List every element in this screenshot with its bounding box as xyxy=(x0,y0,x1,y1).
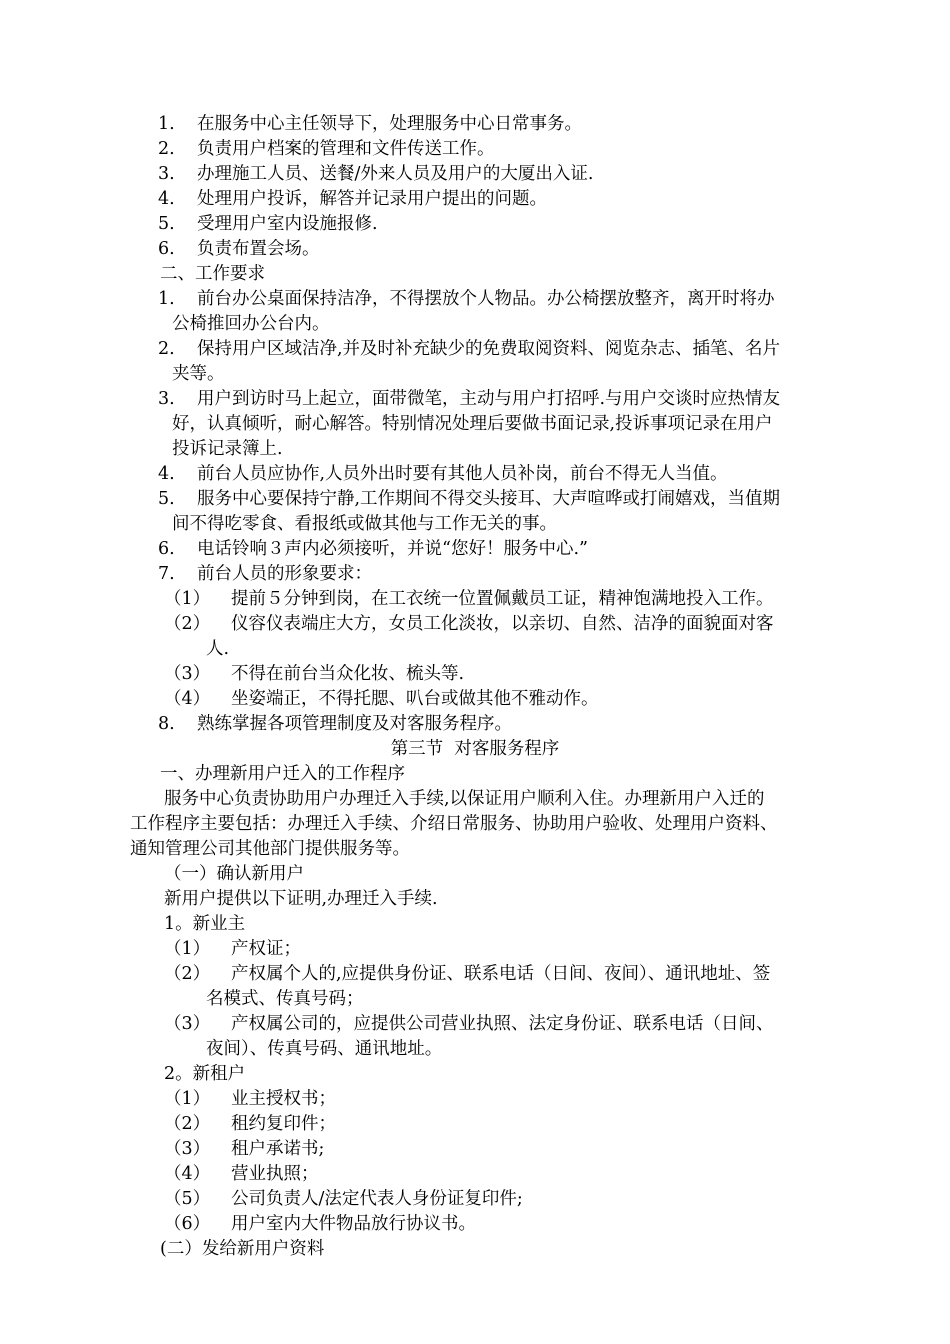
paragraph-line: 通知管理公司其他部门提供服务等。 xyxy=(130,839,410,859)
list-text-continued: 好，认真倾听，耐心解答。特别情况处理后要做书面记录,投诉事项记录在用户 xyxy=(172,414,773,434)
list-number: 6. xyxy=(158,239,175,259)
list-text-continued: 名模式、传真号码； xyxy=(206,989,364,1009)
list-number: 3. xyxy=(158,164,175,184)
list-text: 不得在前台当众化妆、梳头等. xyxy=(231,664,465,684)
materials-heading: (二）发给新用户资料 xyxy=(160,1239,325,1259)
list-text: 电话铃响３声内必须接听，并说“您好！服务中心.” xyxy=(197,539,588,559)
list-number: （2） xyxy=(164,614,211,634)
list-number: （3） xyxy=(164,1139,211,1159)
list-number: 3. xyxy=(158,389,175,409)
list-text: 产权属个人的,应提供身份证、联系电话（日间、夜间）、通讯地址、签 xyxy=(231,964,771,984)
tenant-heading: 2。新租户 xyxy=(164,1064,246,1084)
list-number: 2. xyxy=(158,139,175,159)
list-number: 4. xyxy=(158,464,175,484)
list-number: 1. xyxy=(158,289,175,309)
list-text-continued: 公椅推回办公台内。 xyxy=(172,314,330,334)
list-text: 负责用户档案的管理和文件传送工作。 xyxy=(197,139,495,159)
list-number: （1） xyxy=(164,1089,211,1109)
paragraph-line: 工作程序主要包括：办理迁入手续、介绍日常服务、协助用户验收、处理用户资料、 xyxy=(130,814,778,834)
list-text: 仪容仪表端庄大方，女员工化淡妆，以亲切、自然、洁净的面貌面对客 xyxy=(231,614,774,634)
list-text: 产权属公司的，应提供公司营业执照、法定身份证、联系电话（日间、 xyxy=(231,1014,774,1034)
list-text-continued: 投诉记录簿上. xyxy=(172,439,283,459)
list-number: 4. xyxy=(158,189,175,209)
list-number: （2） xyxy=(164,1114,211,1134)
list-text: 产权证； xyxy=(231,939,301,959)
owner-heading: 1。新业主 xyxy=(164,914,246,934)
list-number: 8. xyxy=(158,714,175,734)
list-text: 业主授权书； xyxy=(231,1089,336,1109)
list-number: （1） xyxy=(164,939,211,959)
list-text: 熟练掌握各项管理制度及对客服务程序。 xyxy=(197,714,512,734)
list-text: 租户承诺书; xyxy=(231,1139,325,1159)
list-text: 办理施工人员、送餐/外来人员及用户的大厦出入证. xyxy=(197,164,594,184)
list-text: 前台办公桌面保持洁净，不得摆放个人物品。办公椅摆放整齐，离开时将办 xyxy=(197,289,775,309)
confirm-heading: （一）确认新用户 xyxy=(164,864,304,884)
paragraph-line: 服务中心负责协助用户办理迁入手续,以保证用户顺利入住。办理新用户入迁的 xyxy=(164,789,765,809)
list-text-continued: 间不得吃零食、看报纸或做其他与工作无关的事。 xyxy=(172,514,557,534)
confirm-intro: 新用户提供以下证明,办理迁入手续. xyxy=(164,889,438,909)
list-number: （4） xyxy=(164,689,211,709)
list-number: （3） xyxy=(164,664,211,684)
list-number: （4） xyxy=(164,1164,211,1184)
list-text: 前台人员的形象要求： xyxy=(197,564,372,584)
work-requirements-heading: 二、工作要求 xyxy=(160,264,265,284)
list-text: 营业执照； xyxy=(231,1164,319,1184)
sub-heading: 一、办理新用户迁入的工作程序 xyxy=(160,764,405,784)
list-number: 1. xyxy=(158,114,175,134)
list-text: 用户室内大件物品放行协议书。 xyxy=(231,1214,476,1234)
list-number: （3） xyxy=(164,1014,211,1034)
list-text: 负责布置会场。 xyxy=(197,239,320,259)
list-number: 2. xyxy=(158,339,175,359)
list-text: 用户到访时马上起立，面带微笔，主动与用户打招呼.与用户交谈时应热情友 xyxy=(197,389,781,409)
list-text: 坐姿端正，不得托腮、叭台或做其他不雅动作。 xyxy=(231,689,599,709)
section-title: 第三节 对客服务程序 xyxy=(390,739,560,759)
list-text: 提前５分钟到岗，在工衣统一位置佩戴员工证，精神饱满地投入工作。 xyxy=(231,589,774,609)
list-number: 6. xyxy=(158,539,175,559)
list-text-continued: 夜间）、传真号码、通讯地址。 xyxy=(206,1039,443,1059)
list-number: 5. xyxy=(158,214,175,234)
list-text: 前台人员应协作,人员外出时要有其他人员补岗，前台不得无人当值。 xyxy=(197,464,728,484)
list-number: 7. xyxy=(158,564,175,584)
list-number: （6） xyxy=(164,1214,211,1234)
list-number: （2） xyxy=(164,964,211,984)
list-number: （1） xyxy=(164,589,211,609)
list-text: 租约复印件； xyxy=(231,1114,336,1134)
list-text: 保持用户区域洁净,并及时补充缺少的免费取阅资料、阅览杂志、插笔、名片 xyxy=(197,339,781,359)
list-text-continued: 夹等。 xyxy=(172,364,225,384)
list-text: 公司负责人/法定代表人身份证复印件; xyxy=(231,1189,523,1209)
list-text: 服务中心要保持宁静,工作期间不得交头接耳、大声喧哗或打闹嬉戏，当值期 xyxy=(197,489,781,509)
list-text: 受理用户室内设施报修. xyxy=(197,214,378,234)
list-text: 在服务中心主任领导下，处理服务中心日常事务。 xyxy=(197,114,582,134)
list-number: （5） xyxy=(164,1189,211,1209)
list-text: 处理用户投诉，解答并记录用户提出的问题。 xyxy=(197,189,547,209)
list-number: 5. xyxy=(158,489,175,509)
list-text-continued: 人. xyxy=(206,639,230,659)
